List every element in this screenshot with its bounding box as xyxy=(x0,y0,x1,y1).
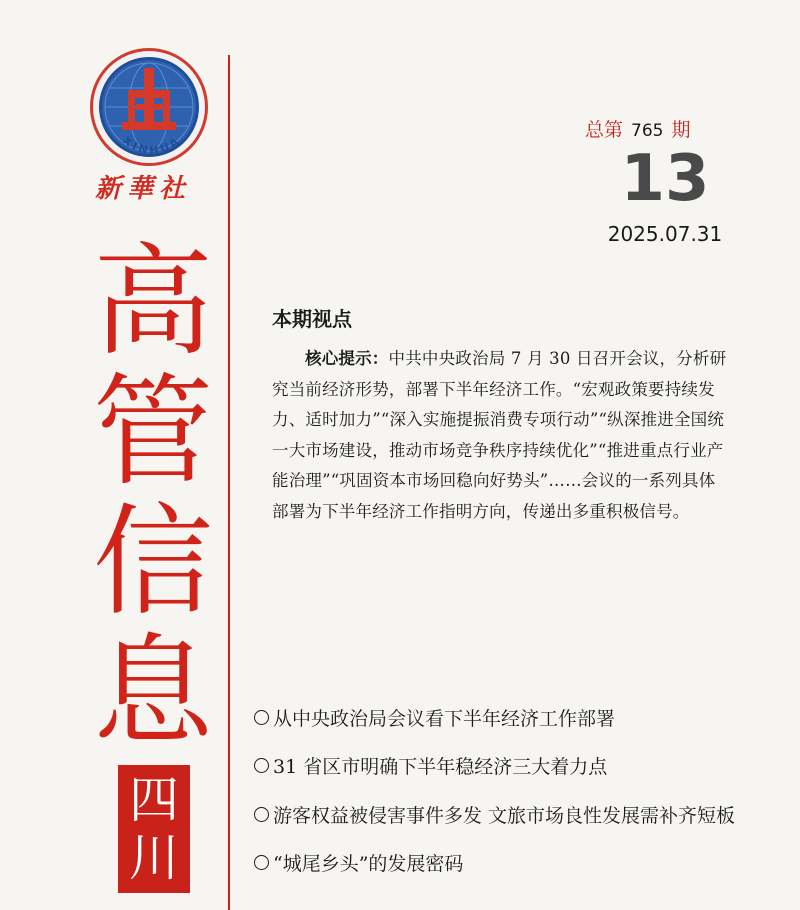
region-badge xyxy=(118,765,190,893)
region-char-2: 川 xyxy=(129,829,179,887)
svg-text:XINHUA xyxy=(120,134,183,158)
headline-text: 从中央政治局会议看下半年经济工作部署 xyxy=(273,707,616,730)
circle-bullet-icon xyxy=(254,807,269,822)
circle-bullet-icon xyxy=(254,758,269,773)
issue-total-suffix: 期 xyxy=(671,119,691,141)
headline-item[interactable] xyxy=(254,839,794,888)
issue-date: 2025.07.31 xyxy=(607,222,723,246)
title-char-4: 息 xyxy=(93,623,213,762)
viewpoint-label: 核心提示： xyxy=(305,349,389,368)
headline-text: 31 省区市明确下半年稳经济三大着力点 xyxy=(273,756,608,779)
headline-list xyxy=(254,693,794,887)
circle-bullet-icon xyxy=(254,710,269,725)
circle-bullet-icon xyxy=(254,855,269,870)
region-char-1: 四 xyxy=(129,771,179,829)
vertical-divider xyxy=(228,55,230,910)
headline-text: 游客权益被侵害事件多发 文旅市场良性发展需补齐短板 xyxy=(273,804,736,827)
viewpoint-body xyxy=(272,344,730,527)
viewpoint-text: 中共中央政治局 7 月 30 日召开会议，分析研究当前经济形势，部署下半年经济工作。“宏观政策要持续发力、适时加力”“深入实施提振消费专项行动”“纵深推进全国统一大市场建设，推动市场竞争秩序持续优化”“推进重点行业产能治理”“巩固资本市场回稳向好势头”……会议的一系列具体部署为下半年经济工作指明方向，传递出多重积极信号。 xyxy=(272,349,727,521)
headline-text: “城尾乡头”的发展密码 xyxy=(273,853,464,876)
xinhua-logo xyxy=(90,48,208,166)
issue-number: 13 xyxy=(620,142,710,216)
issue-total-prefix: 总第 xyxy=(585,119,624,141)
issue-total-number: 765 xyxy=(631,121,664,141)
logo-ring-text xyxy=(93,51,211,169)
headline-item[interactable] xyxy=(254,790,794,839)
viewpoint-heading: 本期视点 xyxy=(272,307,352,331)
logo-ring-label: XINHUA xyxy=(120,133,184,158)
title-char-3: 信 xyxy=(93,493,213,632)
title-char-2: 管 xyxy=(93,363,213,502)
headline-item[interactable] xyxy=(254,742,794,791)
title-char-1: 高 xyxy=(93,233,213,372)
headline-item[interactable] xyxy=(254,693,794,742)
publisher-name: 新華社 xyxy=(95,174,192,204)
